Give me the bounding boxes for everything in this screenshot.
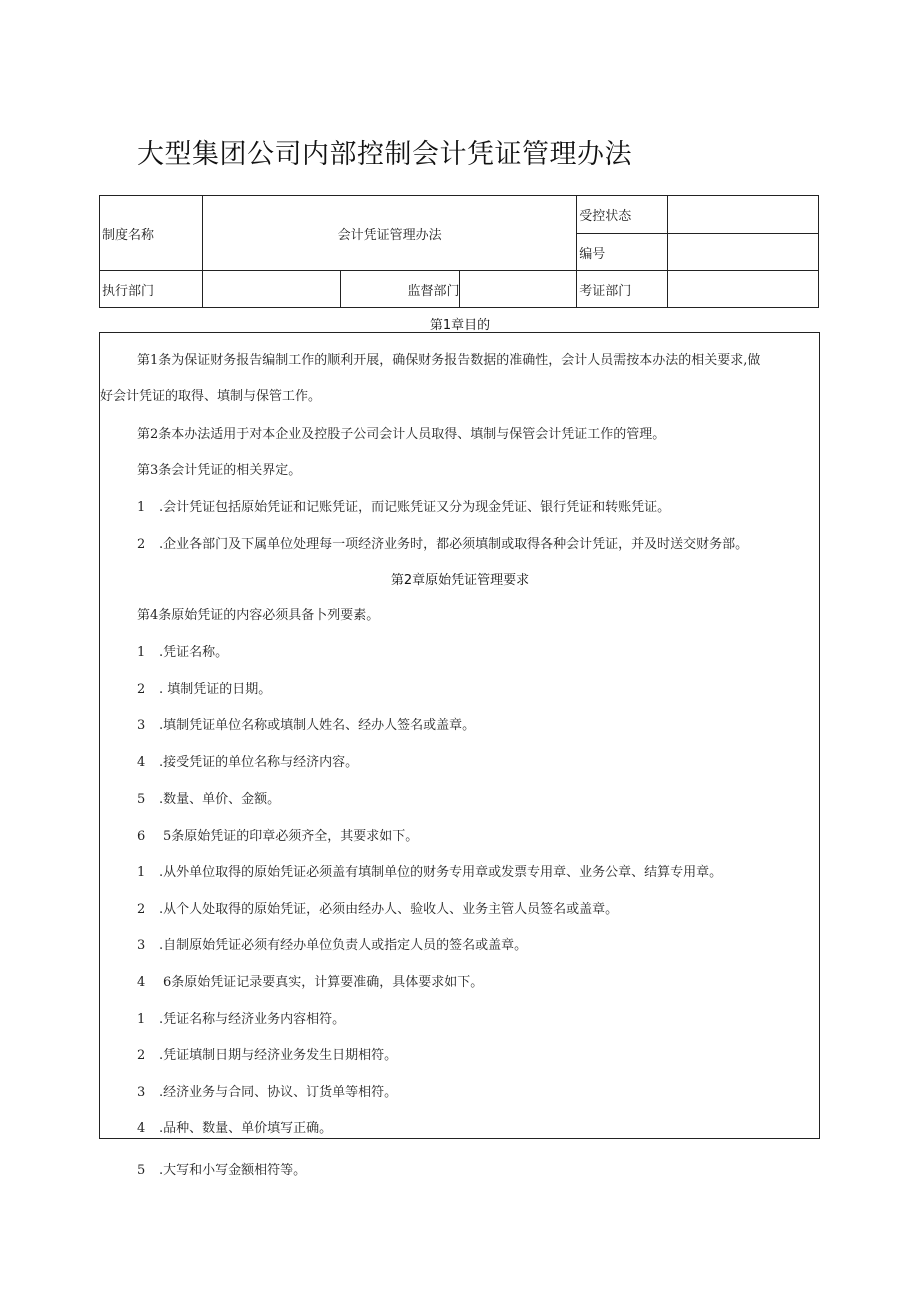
item-number: 3 — [137, 718, 146, 733]
article-4-item-5 — [137, 788, 280, 807]
label-control-status: 受控状态 — [577, 196, 668, 234]
document-title: 大型集团公司内部控制会计凭证管理办法 — [137, 139, 632, 170]
item-number: 5 — [137, 1163, 146, 1178]
item-text: .数量、单价、金额。 — [159, 792, 281, 807]
article-4-item-2 — [137, 678, 271, 697]
article-6 — [137, 971, 483, 990]
item-number: 2 — [137, 682, 146, 697]
article-6-item-3 — [137, 1081, 397, 1100]
item-text: .凭证名称。 — [159, 645, 229, 660]
article-6-item-1 — [137, 1008, 345, 1027]
article-5-item-1 — [137, 861, 722, 880]
article-6-item-5 — [137, 1159, 306, 1178]
article-5-item-2 — [137, 898, 618, 917]
item-text: .自制原始凭证必须有经办单位负责人或指定人员的签名或盖章。 — [159, 938, 528, 953]
item-number: 1 — [137, 500, 146, 515]
article-5-item-3 — [137, 934, 527, 953]
item-text: 5条原始凭证的印章必须齐全，其要求如下。 — [163, 829, 419, 844]
label-eval-dept: 考证部门 — [577, 271, 668, 308]
value-number — [668, 234, 819, 271]
item-number: 4 — [137, 975, 146, 990]
item-text: . 填制凭证的日期。 — [159, 682, 272, 697]
article-5 — [137, 825, 418, 844]
item-number: 3 — [137, 1085, 146, 1100]
article-4-item-3 — [137, 714, 475, 733]
item-text: .品种、数量、单价填写正确。 — [159, 1121, 333, 1136]
article-3-item-2 — [137, 533, 748, 552]
item-number: 4 — [137, 1121, 146, 1136]
label-exec-dept: 执行部门 — [100, 271, 203, 308]
chapter-2-heading: 第2章原始凭证管理要求 — [390, 573, 530, 588]
item-text: .会计凭证包括原始凭证和记账凭证，而记账凭证又分为现金凭证、银行凭证和转账凭证。 — [159, 500, 671, 515]
chapter-1-heading: 第1章目的 — [429, 318, 491, 333]
item-number: 2 — [137, 537, 146, 552]
item-text: .经济业务与合同、协议、订货单等相符。 — [159, 1085, 398, 1100]
label-policy-name: 制度名称 — [100, 196, 203, 271]
article-1-line-2: 好会计凭证的取得、填制与保管工作。 — [100, 389, 322, 404]
value-eval-dept — [668, 271, 819, 308]
value-exec-dept — [202, 271, 340, 308]
label-supervise-dept: 监督部门 — [340, 271, 460, 308]
item-text: .大写和小写金额相符等。 — [159, 1163, 307, 1178]
article-3: 第3条会计凭证的相关界定。 — [137, 463, 302, 478]
item-number: 2 — [137, 902, 146, 917]
item-number: 1 — [137, 865, 146, 880]
item-text: .凭证名称与经济业务内容相符。 — [159, 1012, 346, 1027]
article-4-item-1 — [137, 641, 228, 660]
item-text: .从个人处取得的原始凭证，必须由经办人、验收人、业务主管人员签名或盖章。 — [159, 902, 619, 917]
value-policy-name: 会计凭证管理办法 — [202, 196, 576, 271]
meta-table — [99, 195, 819, 308]
item-number: 2 — [137, 1048, 146, 1063]
item-text: .填制凭证单位名称或填制人姓名、经办人签名或盖章。 — [159, 718, 476, 733]
item-number: 5 — [137, 792, 146, 807]
label-number: 编号 — [577, 234, 668, 271]
item-number: 1 — [137, 1012, 146, 1027]
item-text: .企业各部门及下属单位处理每一项经济业务时，都必须填制或取得各种会计凭证，并及时送交财务部。 — [159, 537, 749, 552]
article-6-item-4 — [137, 1117, 332, 1136]
article-4: 第4条原始凭证的内容必须具备卜列要素。 — [137, 608, 380, 623]
item-number: 6 — [137, 829, 146, 844]
article-6-item-2 — [137, 1044, 397, 1063]
item-number: 1 — [137, 645, 146, 660]
value-control-status — [668, 196, 819, 234]
item-text: .从外单位取得的原始凭证必须盖有填制单位的财务专用章或发票专用章、业务公章、结算专用章。 — [159, 865, 723, 880]
item-number: 4 — [137, 755, 146, 770]
article-3-item-1 — [137, 496, 670, 515]
article-1-line-1: 第1条为保证财务报告编制工作的顺利开展，确保财务报告数据的准确性，会计人员需按本办法的相关要求,做 — [137, 353, 761, 368]
item-text: 6条原始凭证记录要真实，计算要准确，具体要求如下。 — [163, 975, 484, 990]
article-2: 第2条本办法适用于对本企业及控股子公司会计人员取得、填制与保管会计凭证工作的管理。 — [137, 427, 666, 442]
article-4-item-4 — [137, 751, 358, 770]
item-number: 3 — [137, 938, 146, 953]
value-supervise-dept — [460, 271, 577, 308]
item-text: .接受凭证的单位名称与经济内容。 — [159, 755, 359, 770]
item-text: .凭证填制日期与经济业务发生日期相符。 — [159, 1048, 398, 1063]
